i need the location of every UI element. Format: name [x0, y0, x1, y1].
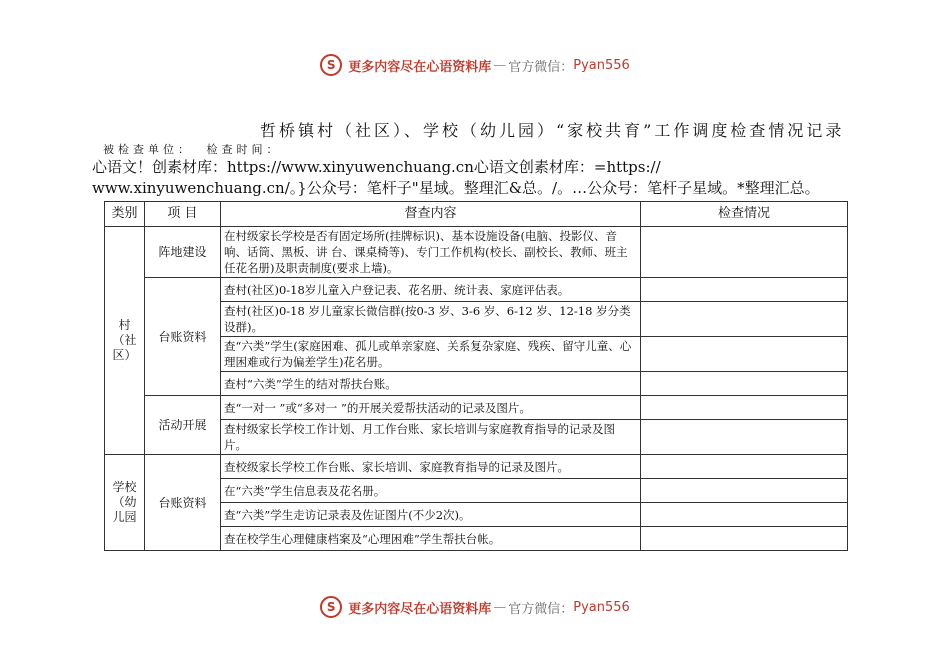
banner-wechat-label: 官方微信： — [508, 59, 574, 75]
check-cell[interactable] — [641, 227, 848, 278]
inspection-table — [104, 201, 848, 551]
content-cell: 查村(社区)0-18岁儿童入户登记表、花名册、统计表、家庭评估表。 — [221, 278, 641, 302]
notice-line-2: www.xinyuwenchuang.cn/。}公众号：笔杆子"星域。整理汇&总。/。…公众号：笔杆子星域。*整理汇总。 — [92, 179, 820, 197]
header-content: 督查内容 — [221, 202, 641, 227]
banner-wechat-id: Pyan556 — [573, 599, 630, 615]
header-item: 项 目 — [145, 202, 221, 227]
content-cell: 在“六类”学生信息表及花名册。 — [221, 479, 641, 503]
header-check: 检查情况 — [641, 202, 848, 227]
table-row — [105, 278, 848, 302]
banner-dash: — — [493, 57, 507, 73]
banner-brand-text: 更多内容尽在心语资料库 — [348, 601, 492, 617]
inspection-time-label: 检查时间： — [206, 143, 282, 156]
banner-dash: — — [493, 599, 507, 615]
inspection-meta-line — [103, 141, 282, 157]
table-header-row — [105, 202, 848, 227]
check-cell[interactable] — [641, 372, 848, 396]
check-cell[interactable] — [641, 503, 848, 527]
check-cell[interactable] — [641, 455, 848, 479]
banner-wechat-label: 官方微信： — [508, 601, 574, 617]
brand-logo-icon: S — [320, 54, 342, 76]
check-cell[interactable] — [641, 420, 848, 455]
table-row — [105, 227, 848, 278]
document-title: 哲桥镇村（社区）、学校（幼儿园）“家校共育”工作调度检查情况记录 — [260, 121, 845, 140]
check-cell[interactable] — [641, 278, 848, 302]
header-category: 类别 — [105, 202, 145, 227]
item-village-ledger: 台账资料 — [145, 278, 221, 396]
bottom-watermark-banner — [0, 592, 950, 622]
content-cell: 查在校学生心理健康档案及“心理困难”学生帮扶台帐。 — [221, 527, 641, 551]
content-cell: 查“六类”学生(家庭困难、孤儿或单亲家庭、关系复杂家庭、残疾、留守儿童、心理困难或行为偏差学生)花名册。 — [221, 337, 641, 372]
check-cell[interactable] — [641, 527, 848, 551]
content-cell: 查村“六类”学生的结对帮扶台账。 — [221, 372, 641, 396]
check-cell[interactable] — [641, 396, 848, 420]
content-cell: 查村级家长学校工作计划、月工作台账、家长培训与家庭教育指导的记录及图片。 — [221, 420, 641, 455]
content-cell: 查校级家长学校工作台账、家长培训、家庭教育指导的记录及图片。 — [221, 455, 641, 479]
content-cell: 查“六类”学生走访记录表及佐证图片(不少2次)。 — [221, 503, 641, 527]
table-row — [105, 455, 848, 479]
table-row — [105, 396, 848, 420]
banner-wechat-id: Pyan556 — [573, 57, 630, 73]
check-cell[interactable] — [641, 337, 848, 372]
item-school-ledger: 台账资料 — [145, 455, 221, 551]
item-activities: 活动开展 — [145, 396, 221, 455]
content-cell: 查“一对一 ”或“多对一 ”的开展关爱帮扶活动的记录及图片。 — [221, 396, 641, 420]
notice-line-1: 心语文！创素材库：https://www.xinyuwenchuang.cn心语文创素材库：=https:// — [92, 158, 661, 176]
item-site-construction: 阵地建设 — [145, 227, 221, 278]
top-watermark-banner — [0, 50, 950, 80]
brand-logo-icon: S — [320, 596, 342, 618]
check-cell[interactable] — [641, 479, 848, 503]
inspected-unit-label: 被检查单位： — [103, 143, 193, 156]
check-cell[interactable] — [641, 302, 848, 337]
category-school: 学校（幼儿园 — [105, 455, 145, 551]
content-cell: 查村(社区)0-18 岁儿童家长微信群(按0-3 岁、3-6 岁、6-12 岁、12-18 岁分类设群)。 — [221, 302, 641, 337]
content-cell: 在村级家长学校是否有固定场所(挂牌标识)、基本设施设备(电脑、投影仪、音响、话筒、黑板、讲 台、课桌椅等)、专门工作机构(校长、副校长、教师、班主任花名册)及职责制度(要求上墙)。 — [221, 227, 641, 278]
category-village: 村（社 区） — [105, 227, 145, 455]
banner-brand-text: 更多内容尽在心语资料库 — [348, 59, 492, 75]
